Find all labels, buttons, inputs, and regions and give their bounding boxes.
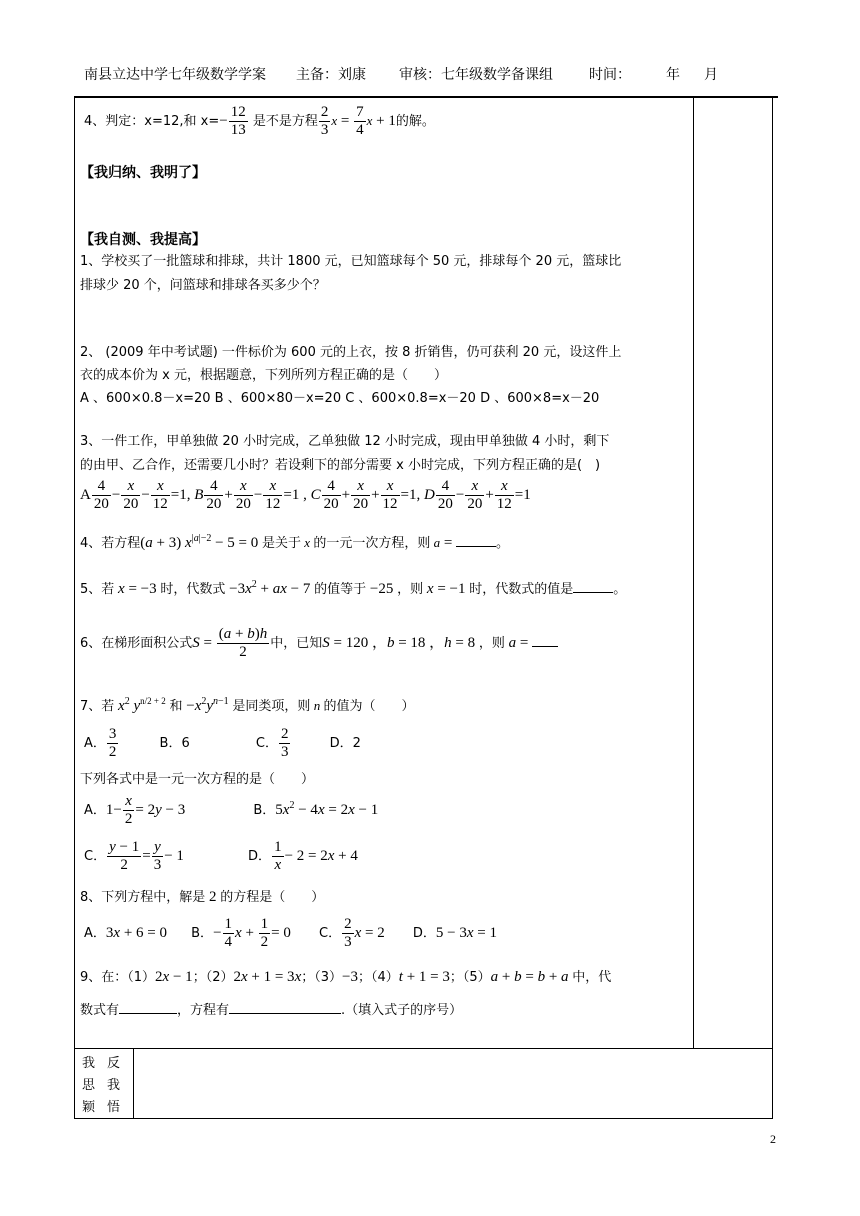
reflect-label-row1: 我 反: [82, 1056, 123, 1071]
problem-5: 5、若 x = −3 时，代数式 $-3x^2$ + ax − 7 的值等于 −25 ，则 x = −1 时，代数式的值是 。: [80, 579, 627, 597]
problem-3-line1: 3、一件工作，甲单独做 20 小时完成，乙单独做 12 小时完成，现由甲单独做 4 小时，剩下: [80, 434, 610, 449]
table-row-divider: [74, 1048, 773, 1049]
problem-3-line2: 的由甲、乙合作，还需要几小时？若设剩下的部分需要 x 小时完成，下列方程正确的是( ): [80, 458, 601, 473]
section-selftest: 【我自测、我提高】: [80, 232, 206, 248]
page-number: 2: [770, 1132, 776, 1146]
table-right-border: [772, 97, 773, 1119]
problem-2-line1: 2、 (2009 年中考试题) 一件标价为 600 元的上衣，按 8 折销售，仍可获利 20 元，设这件上: [80, 345, 622, 360]
problem-7b-options-cd: C． $\frac{y - 1}{2}$ = $\frac{y}{3}$ − 1 D． $\frac{1}{x}$ − 2 = 2x + 4: [84, 839, 358, 873]
problem-9-line2: 数式有 ，方程有 .（填入式子的序号）: [80, 1003, 463, 1018]
problem-8: 8、下列方程中，解是 2 的方程是（ ）: [80, 889, 325, 905]
problem-1-line1: 1、学校买了一批篮球和排球，共计 1800 元，已知篮球每个 50 元，排球每个 20 元，篮球比: [80, 254, 622, 269]
problem-2-options: A 、600×0.8－x=20 B 、600×80－x=20 C 、600×0.8=x－20 D 、600×8=x－20: [80, 391, 600, 406]
problem-7b-question: 下列各式中是一元一次方程的是（ ）: [80, 772, 315, 787]
header-year: 年: [666, 67, 680, 83]
reflect-divider: [133, 1048, 134, 1119]
problem-7-options: A． $\frac{3}{2}$ B．6 C． $\frac{2}{3}$ D．2: [84, 726, 361, 760]
header-time: 时间：: [589, 67, 631, 83]
problem-4: 4、若方程(a + 3) $x^{|a|-2} - 5 = 0$ 是关于 x 的一元一次方程，则 a = 。: [80, 533, 510, 551]
problem-9-line1: 9、在：（1）2x − 1；（2）2x + 1 = 3x；（3）−3；（4）t + 1 = 3；（5）a + b = b + a 中，代: [80, 969, 612, 985]
reflect-label-row3: 颖 悟: [82, 1100, 123, 1115]
problem-8-options: A．3x + 6 = 0 B．− $\frac{1}{4}$ x + $\frac{1}{2}$ = 0 C． $\frac{2}{3}$ x = 2 D．5 − 3x = 1: [84, 916, 498, 950]
header-rule: [74, 96, 778, 98]
header-reviewer: 审核：七年级数学备课组: [399, 67, 553, 83]
q4-judge: 4、判定：x=12,和 x=− $\frac{12}{13}$ 是不是方程 $\frac{2}{3}$ x = $\frac{7}{4}$ x + 1的解。: [84, 104, 435, 138]
problem-1-line2: 排球少 20 个，问篮球和排球各买多少个？: [80, 278, 326, 293]
problem-2-line2: 衣的成本价为 x 元，根据题意，下列所列方程正确的是（ ）: [80, 368, 447, 383]
problem-3-options: A $\frac{4}{20}$ − $\frac{x}{20}$ − $\frac{x}{12}$ =1, B $\frac{4}{20}$ + $\frac{x}{20}$ − $\frac{x}{12}$ =1 , C $\frac{4}{20}$ + $\frac{x}{20}$ + $\frac{x}{12}$ =1, D $\frac{4}{20}$ − $\frac{x}{20}$ + $\frac{x}{12}$ =1: [80, 478, 531, 512]
header-month: 月: [704, 67, 718, 83]
problem-7: 7、若 $x^2$ $y^{n/2 + 2}$ 和 $-x^2y^{n-1}$ 是同类项，则 n 的值为（ ）: [80, 696, 415, 714]
problem-6: 6、在梯形面积公式S = $\frac{(a + b)h}{2}$ 中，已知S = 120 ，b = 18 ，h = 8 ，则 a =: [80, 626, 558, 661]
header-school: 南县立达中学七年级数学学案: [84, 67, 266, 83]
table-left-border: [74, 97, 75, 1119]
reflect-label-row2: 思 我: [82, 1078, 123, 1093]
problem-7b-options-ab: A．1− $\frac{x}{2}$ = 2y − 3 B．$5x^2 - 4x = 2x - 1$: [84, 793, 379, 827]
header-author: 主备：刘康: [296, 67, 366, 83]
table-bottom-border: [74, 1118, 773, 1119]
section-summary: 【我归纳、我明了】: [80, 165, 206, 181]
table-mid-border: [693, 97, 694, 1049]
